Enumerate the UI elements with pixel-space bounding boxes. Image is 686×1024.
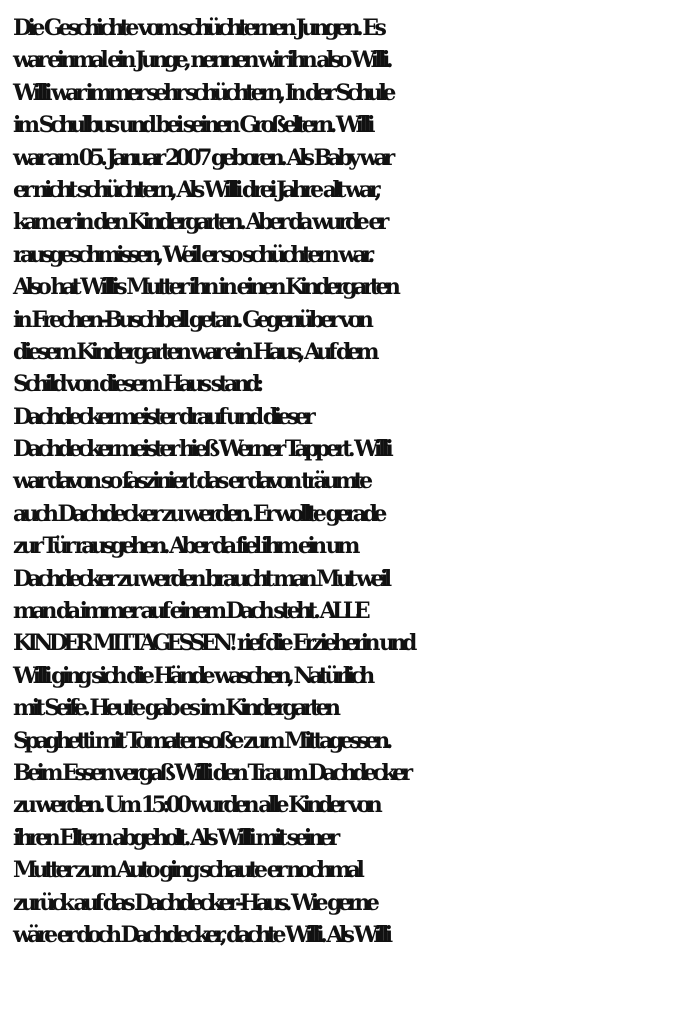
text-line: mit Seife. Heute gab es im Kindergarten xyxy=(13,695,337,722)
text-line: war davon so fasziniert das er davon träumte xyxy=(13,468,369,495)
text-line: rausgeschmissen, Weil er so schüchtern war. xyxy=(13,241,371,268)
text-line: war einmal ein Junge, nennen wir ihn also Willi. xyxy=(13,47,389,74)
text-line: zurück auf das Dachdecker-Haus. Wie gerne xyxy=(13,889,376,916)
text-line: wäre er doch Dachdecker, dachte Willi. Als Willi xyxy=(13,921,389,948)
text-line: Also hat Willis Mutter ihn in einen Kindergarten xyxy=(13,274,397,301)
story-text xyxy=(13,12,685,951)
text-line: Dachdecker zu werden braucht man Mut weil xyxy=(13,565,388,592)
text-line: war am 05. Januar 2007 geboren. Als Baby war xyxy=(13,144,391,171)
text-line: zu werden. Um 15:00 wurden alle Kinder von xyxy=(13,792,379,819)
text-line: er nicht schüchtern, Als Willi drei Jahre alt war, xyxy=(13,176,378,203)
text-line: Schild von diesem Haus stand: xyxy=(13,371,260,398)
text-line: Willi ging sich die Hände waschen, Natürlich xyxy=(13,662,371,689)
text-line: Willi war immer sehr schüchtern, In der Schule xyxy=(13,79,392,106)
text-line: KINDER MITTAGESSEN! rief die Erzieherin und xyxy=(13,630,413,657)
text-line: Die Geschichte vom schüchternen Jungen. Es xyxy=(13,15,383,41)
text-line: Dachdeckermeister drauf und dieser xyxy=(13,403,312,430)
text-line: ihren Eltern abgeholt. Als Willi mit seiner xyxy=(13,824,336,851)
text-line: in Frechen-Buschbell getan. Gegenüber von xyxy=(13,306,370,333)
text-line: zur Tür rausgehen. Aber da fiel ihm ein um xyxy=(13,533,356,560)
text-line: Mutter zum Auto ging schaute er nochmal xyxy=(13,857,361,884)
text-line: man da immer auf einem Dach steht. ALLE xyxy=(13,598,367,625)
text-line: Beim Essen vergaß Willi den Traum Dachdecker xyxy=(13,759,409,786)
text-line: Spaghetti mit Tomatensoße zum Mittagessen. xyxy=(13,727,389,754)
text-line: Dachdeckermeister hieß Werner Tappert. Willi xyxy=(13,436,390,463)
text-line: kam er in den Kindergarten. Aber da wurde er xyxy=(13,209,385,236)
text-line: im Schulbus und bei seinen Großeltern. Willi xyxy=(13,112,371,139)
text-line: diesem Kindergarten war ein Haus, Auf dem xyxy=(13,338,376,365)
text-line: auch Dachdecker zu werden. Er wollte gerade xyxy=(13,500,383,527)
